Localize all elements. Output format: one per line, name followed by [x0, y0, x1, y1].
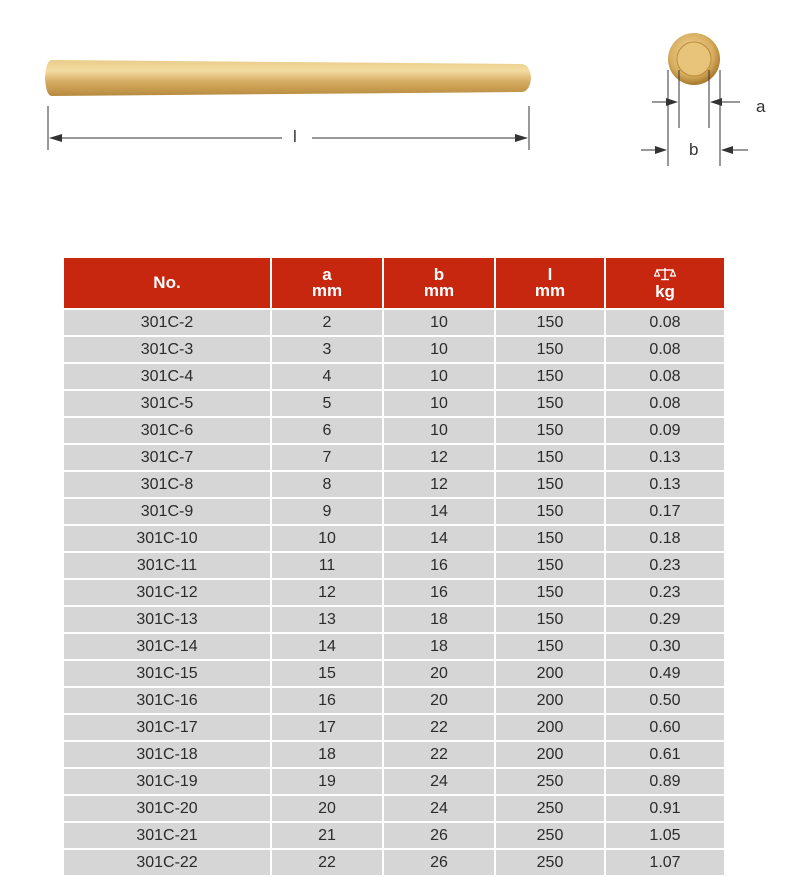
cell-weight-kg: 0.08	[606, 308, 724, 335]
cell-model-number: 301C-14	[64, 632, 272, 659]
cell-l-mm: 250	[496, 767, 606, 794]
cell-a-mm: 11	[272, 551, 384, 578]
cell-a-mm: 14	[272, 632, 384, 659]
length-arrow-right	[515, 134, 528, 142]
cell-model-number: 301C-6	[64, 416, 272, 443]
cell-b-mm: 26	[384, 821, 496, 848]
cell-b-mm: 18	[384, 605, 496, 632]
cell-b-mm: 12	[384, 470, 496, 497]
header-b: b mm	[384, 258, 496, 308]
cell-weight-kg: 0.13	[606, 470, 724, 497]
cell-l-mm: 250	[496, 794, 606, 821]
cell-weight-kg: 0.61	[606, 740, 724, 767]
cell-b-mm: 24	[384, 794, 496, 821]
rod-body	[45, 60, 531, 96]
cell-l-mm: 150	[496, 389, 606, 416]
cell-model-number: 301C-11	[64, 551, 272, 578]
table-row	[64, 416, 724, 443]
cell-model-number: 301C-5	[64, 389, 272, 416]
table-row	[64, 659, 724, 686]
cell-a-mm: 18	[272, 740, 384, 767]
cell-b-mm: 26	[384, 848, 496, 875]
cell-weight-kg: 0.23	[606, 578, 724, 605]
cell-model-number: 301C-16	[64, 686, 272, 713]
table-row	[64, 524, 724, 551]
table-row	[64, 578, 724, 605]
cell-model-number: 301C-10	[64, 524, 272, 551]
cell-b-mm: 16	[384, 551, 496, 578]
cell-l-mm: 150	[496, 551, 606, 578]
cell-weight-kg: 0.91	[606, 794, 724, 821]
cell-l-mm: 150	[496, 497, 606, 524]
cell-b-mm: 18	[384, 632, 496, 659]
cell-weight-kg: 0.13	[606, 443, 724, 470]
cell-a-mm: 7	[272, 443, 384, 470]
cell-model-number: 301C-19	[64, 767, 272, 794]
table-row	[64, 308, 724, 335]
cell-l-mm: 150	[496, 443, 606, 470]
cell-b-mm: 10	[384, 389, 496, 416]
cell-model-number: 301C-12	[64, 578, 272, 605]
cell-a-mm: 20	[272, 794, 384, 821]
table-row	[64, 335, 724, 362]
cell-b-mm: 20	[384, 659, 496, 686]
table-row	[64, 767, 724, 794]
table-row	[64, 443, 724, 470]
drift-punch-drawing	[0, 0, 790, 230]
large-diameter-label: b	[689, 140, 699, 159]
cell-model-number: 301C-15	[64, 659, 272, 686]
cell-model-number: 301C-2	[64, 308, 272, 335]
cell-l-mm: 150	[496, 335, 606, 362]
cell-b-mm: 10	[384, 335, 496, 362]
cell-model-number: 301C-13	[64, 605, 272, 632]
table-row	[64, 497, 724, 524]
table-row	[64, 389, 724, 416]
table-row	[64, 740, 724, 767]
cell-a-mm: 8	[272, 470, 384, 497]
cell-weight-kg: 1.07	[606, 848, 724, 875]
cell-b-mm: 24	[384, 767, 496, 794]
cell-b-mm: 22	[384, 740, 496, 767]
cell-l-mm: 200	[496, 686, 606, 713]
table-row	[64, 713, 724, 740]
cell-a-mm: 17	[272, 713, 384, 740]
cell-l-mm: 150	[496, 470, 606, 497]
cell-l-mm: 150	[496, 605, 606, 632]
header-l: l mm	[496, 258, 606, 308]
cell-l-mm: 150	[496, 416, 606, 443]
cell-model-number: 301C-9	[64, 497, 272, 524]
cell-a-mm: 9	[272, 497, 384, 524]
cell-model-number: 301C-21	[64, 821, 272, 848]
b-arrow-left	[655, 146, 667, 154]
cell-b-mm: 12	[384, 443, 496, 470]
cell-a-mm: 15	[272, 659, 384, 686]
header-weight: kg	[606, 258, 724, 308]
cell-l-mm: 250	[496, 821, 606, 848]
cell-l-mm: 200	[496, 713, 606, 740]
cell-l-mm: 150	[496, 362, 606, 389]
length-label: l	[293, 127, 297, 146]
cell-a-mm: 13	[272, 605, 384, 632]
cell-a-mm: 5	[272, 389, 384, 416]
cell-l-mm: 200	[496, 740, 606, 767]
cell-model-number: 301C-18	[64, 740, 272, 767]
cell-b-mm: 16	[384, 578, 496, 605]
spec-table-header	[64, 258, 724, 308]
cell-a-mm: 22	[272, 848, 384, 875]
cell-b-mm: 10	[384, 416, 496, 443]
cell-model-number: 301C-7	[64, 443, 272, 470]
cell-model-number: 301C-8	[64, 470, 272, 497]
table-row	[64, 848, 724, 875]
length-arrow-left	[49, 134, 62, 142]
cell-b-mm: 14	[384, 497, 496, 524]
cell-weight-kg: 0.60	[606, 713, 724, 740]
cell-b-mm: 20	[384, 686, 496, 713]
spec-table	[64, 258, 724, 875]
cell-b-mm: 10	[384, 308, 496, 335]
cell-a-mm: 21	[272, 821, 384, 848]
scale-icon	[654, 267, 676, 284]
cell-weight-kg: 0.08	[606, 362, 724, 389]
cell-model-number: 301C-20	[64, 794, 272, 821]
cell-weight-kg: 0.08	[606, 389, 724, 416]
cell-a-mm: 2	[272, 308, 384, 335]
table-row	[64, 632, 724, 659]
cell-model-number: 301C-17	[64, 713, 272, 740]
header-a: a mm	[272, 258, 384, 308]
cell-weight-kg: 0.18	[606, 524, 724, 551]
cell-a-mm: 12	[272, 578, 384, 605]
end-view-inner	[677, 42, 711, 76]
cell-b-mm: 22	[384, 713, 496, 740]
cell-model-number: 301C-4	[64, 362, 272, 389]
cell-b-mm: 14	[384, 524, 496, 551]
cell-weight-kg: 0.49	[606, 659, 724, 686]
cell-weight-kg: 0.08	[606, 335, 724, 362]
small-diameter-label: a	[756, 97, 766, 116]
table-row	[64, 794, 724, 821]
cell-weight-kg: 1.05	[606, 821, 724, 848]
cell-l-mm: 250	[496, 848, 606, 875]
cell-l-mm: 150	[496, 308, 606, 335]
cell-weight-kg: 0.23	[606, 551, 724, 578]
b-arrow-right	[721, 146, 733, 154]
header-no: No.	[64, 258, 272, 308]
cell-l-mm: 150	[496, 632, 606, 659]
table-row	[64, 362, 724, 389]
table-row	[64, 821, 724, 848]
cell-l-mm: 150	[496, 578, 606, 605]
cell-weight-kg: 0.30	[606, 632, 724, 659]
cell-a-mm: 10	[272, 524, 384, 551]
cell-weight-kg: 0.50	[606, 686, 724, 713]
cell-a-mm: 19	[272, 767, 384, 794]
spec-table-body	[64, 308, 724, 875]
cell-l-mm: 200	[496, 659, 606, 686]
table-row	[64, 686, 724, 713]
cell-model-number: 301C-22	[64, 848, 272, 875]
cell-weight-kg: 0.09	[606, 416, 724, 443]
cell-l-mm: 150	[496, 524, 606, 551]
table-row	[64, 605, 724, 632]
cell-model-number: 301C-3	[64, 335, 272, 362]
cell-weight-kg: 0.89	[606, 767, 724, 794]
cell-a-mm: 16	[272, 686, 384, 713]
cell-a-mm: 6	[272, 416, 384, 443]
product-diagram	[0, 0, 790, 230]
table-row	[64, 470, 724, 497]
table-row	[64, 551, 724, 578]
cell-weight-kg: 0.17	[606, 497, 724, 524]
cell-b-mm: 10	[384, 362, 496, 389]
cell-a-mm: 3	[272, 335, 384, 362]
cell-a-mm: 4	[272, 362, 384, 389]
cell-weight-kg: 0.29	[606, 605, 724, 632]
